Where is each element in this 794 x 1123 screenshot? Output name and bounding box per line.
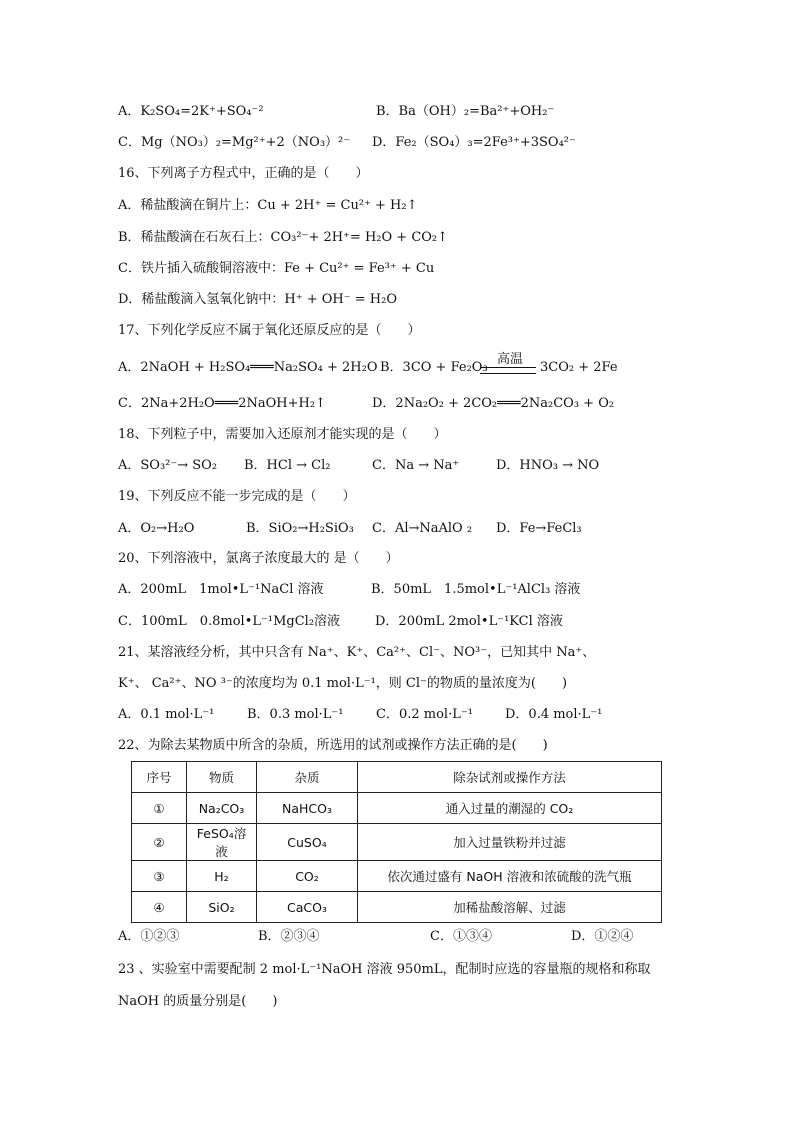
q20-option-b: B．50mL 1.5mol•L⁻¹AlCl₃ 溶液: [371, 582, 581, 597]
table-cell: ①: [132, 793, 187, 824]
table-cell: ②: [132, 824, 187, 861]
impurity-table: [131, 761, 662, 923]
question-22: 22、为除去某物质中所含的杂质，所选用的试剂或操作方法正确的是( ): [118, 738, 548, 753]
table-cell: CuSO₄: [257, 824, 358, 861]
table-cell: 加入过量铁粉并过滤: [358, 824, 662, 861]
question-21: 21、某溶液经分析，其中只含有 Na⁺、K⁺、Ca²⁺、Cl⁻、NO³⁻，已知其中 Na⁺、: [118, 645, 596, 660]
q19-option-a: A．O₂→H₂O: [118, 521, 195, 536]
q17-option-b: B．3CO + Fe₂O₃: [380, 360, 488, 375]
q22-option-b: B．②③④: [258, 929, 320, 944]
table-header: 序号: [132, 762, 187, 793]
q21-option-a: A．0.1 mol·L⁻¹: [118, 707, 215, 722]
q16-option-a: A．稀盐酸滴在铜片上：Cu + 2H⁺ = Cu²⁺ + H₂↑: [118, 198, 418, 213]
question-23-cont: NaOH 的质量分别是( ): [118, 994, 278, 1009]
table-row: [132, 861, 662, 892]
table-row: [132, 892, 662, 923]
table-cell: 依次通过盛有 NaOH 溶液和浓硫酸的洗气瓶: [358, 861, 662, 892]
q15-option-c: C．Mg（NO₃）₂=Mg²⁺+2（NO₃）²⁻: [118, 135, 351, 150]
question-17: 17、下列化学反应不属于氧化还原反应的是（ ）: [118, 323, 421, 338]
q21-option-d: D．0.4 mol·L⁻¹: [505, 707, 603, 722]
q22-option-c: C．①③④: [430, 929, 492, 944]
q19-option-b: B．SiO₂→H₂SiO₃: [246, 521, 354, 536]
q15-option-a: A．K₂SO₄=2K⁺+SO₄⁻²: [118, 104, 264, 119]
question-18: 18、下列粒子中，需要加入还原剂才能实现的是（ ）: [118, 427, 447, 442]
q16-option-d: D．稀盐酸滴入氢氧化钠中：H⁺ + OH⁻ = H₂O: [118, 292, 397, 307]
table-cell: ③: [132, 861, 187, 892]
q15-option-d: D．Fe₂（SO₄）₃=2Fe³⁺+3SO₄²⁻: [372, 135, 576, 150]
question-23: 23 、实验室中需要配制 2 mol·L⁻¹NaOH 溶液 950mL，配制时应选的容量瓶的规格和称取: [118, 962, 651, 977]
table-cell: 通入过量的潮湿的 CO₂: [358, 793, 662, 824]
q17-option-b-products: 3CO₂ + 2Fe: [540, 360, 618, 375]
table-header-row: [132, 762, 662, 793]
q20-option-d: D．200mL 2mol•L⁻¹KCl 溶液: [375, 614, 563, 629]
q19-option-c: C．Al→NaAlO ₂: [372, 521, 473, 536]
q17-option-d: D．2Na₂O₂ + 2CO₂═══2Na₂CO₃ + O₂: [372, 396, 615, 411]
question-21-cont: K⁺、 Ca²⁺、NO ³⁻的浓度均为 0.1 mol·L⁻¹，则 Cl⁻的物质的量浓度为( ): [118, 676, 568, 691]
q21-option-c: C．0.2 mol·L⁻¹: [376, 707, 473, 722]
table-cell: CaCO₃: [257, 892, 358, 923]
table-header: 除杂试剂或操作方法: [358, 762, 662, 793]
reaction-condition-label: 高温: [496, 352, 523, 367]
q16-option-c: C．铁片插入硫酸铜溶液中：Fe + Cu²⁺ = Fe³⁺ + Cu: [118, 261, 435, 276]
question-19: 19、下列反应不能一步完成的是（ ）: [118, 489, 356, 504]
table-cell: CO₂: [257, 861, 358, 892]
q17-option-a: A．2NaOH + H₂SO₄═══Na₂SO₄ + 2H₂O: [118, 360, 378, 375]
table-row: [132, 824, 662, 861]
q22-option-d: D．①②④: [571, 929, 634, 944]
q19-option-d: D．Fe→FeCl₃: [496, 521, 582, 536]
table-header: 物质: [187, 762, 257, 793]
q16-option-b: B．稀盐酸滴在石灰石上：CO₃²⁻+ 2H⁺= H₂O + CO₂↑: [118, 230, 449, 245]
table-cell: SiO₂: [187, 892, 257, 923]
table-row: [132, 793, 662, 824]
q18-option-a: A．SO₃²⁻→ SO₂: [118, 458, 218, 473]
table-cell: H₂: [187, 861, 257, 892]
q20-option-a: A．200mL 1mol•L⁻¹NaCl 溶液: [118, 582, 324, 597]
question-20: 20、下列溶液中，氯离子浓度最大的 是（ ）: [118, 551, 399, 566]
q15-option-b: B．Ba（OH）₂=Ba²⁺+OH₂⁻: [376, 104, 555, 119]
q17-option-c: C．2Na+2H₂O═══2NaOH+H₂↑: [118, 396, 326, 411]
table-cell: ④: [132, 892, 187, 923]
table-cell: 加稀盐酸溶解、过滤: [358, 892, 662, 923]
q22-option-a: A．①②③: [118, 929, 180, 944]
table-cell: NaHCO₃: [257, 793, 358, 824]
table-cell: Na₂CO₃: [187, 793, 257, 824]
q21-option-b: B．0.3 mol·L⁻¹: [247, 707, 344, 722]
question-16: 16、下列离子方程式中，正确的是（ ）: [118, 166, 369, 181]
table-header: 杂质: [257, 762, 358, 793]
q20-option-c: C．100mL 0.8mol•L⁻¹MgCl₂溶液: [118, 614, 341, 629]
q18-option-c: C．Na → Na⁺: [372, 458, 460, 473]
q18-option-b: B．HCl → Cl₂: [244, 458, 331, 473]
q18-option-d: D．HNO₃ → NO: [496, 458, 600, 473]
reaction-equals-sign: [480, 367, 536, 374]
table-cell: FeSO₄溶液: [187, 824, 257, 861]
